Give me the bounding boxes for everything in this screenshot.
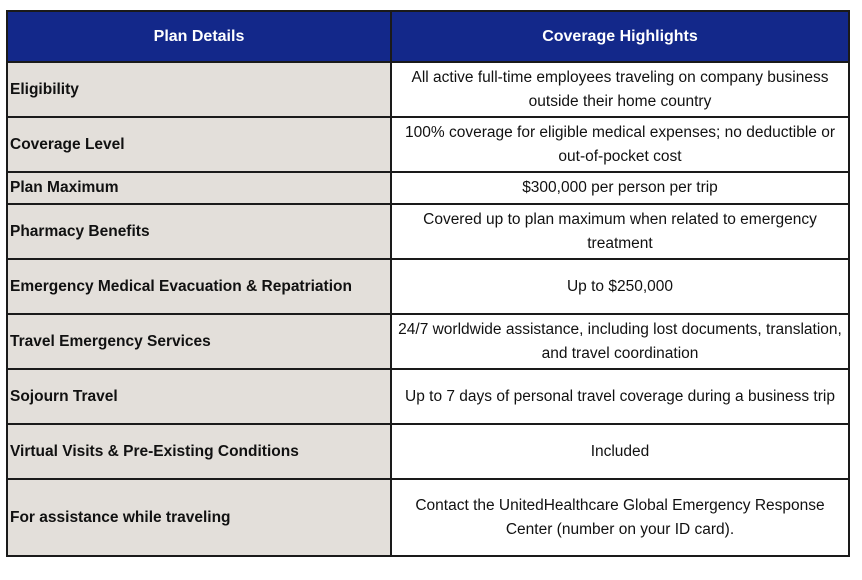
- row-label: Travel Emergency Services: [7, 314, 391, 369]
- row-value: Up to $250,000: [391, 259, 849, 314]
- row-label: Plan Maximum: [7, 172, 391, 204]
- table-row-sojourn-travel: [7, 369, 849, 424]
- row-value: Contact the UnitedHealthcare Global Emergency Response Center (number on your ID card).: [391, 479, 849, 556]
- row-value: Covered up to plan maximum when related to emergency treatment: [391, 204, 849, 259]
- table-header-row: [7, 11, 849, 62]
- row-value: 24/7 worldwide assistance, including lost documents, translation, and travel coordination: [391, 314, 849, 369]
- table-row-virtual-visits: [7, 424, 849, 479]
- table-row-plan-maximum: [7, 172, 849, 204]
- row-label: For assistance while traveling: [7, 479, 391, 556]
- table-row-coverage-level: [7, 117, 849, 172]
- row-value: $300,000 per person per trip: [391, 172, 849, 204]
- row-label: Sojourn Travel: [7, 369, 391, 424]
- row-label: Pharmacy Benefits: [7, 204, 391, 259]
- row-value: 100% coverage for eligible medical expenses; no deductible or out-of-pocket cost: [391, 117, 849, 172]
- table-row-emergency-evacuation: [7, 259, 849, 314]
- table-row-pharmacy-benefits: [7, 204, 849, 259]
- header-coverage-highlights: Coverage Highlights: [391, 11, 849, 62]
- table-row-eligibility: [7, 62, 849, 117]
- row-value: All active full-time employees traveling on company business outside their home country: [391, 62, 849, 117]
- row-value: Included: [391, 424, 849, 479]
- row-label: Eligibility: [7, 62, 391, 117]
- table-row-travel-emergency-services: [7, 314, 849, 369]
- table-row-assistance: [7, 479, 849, 556]
- coverage-table-container: [6, 10, 848, 557]
- row-label: Virtual Visits & Pre-Existing Conditions: [7, 424, 391, 479]
- coverage-table: [6, 10, 850, 557]
- row-label: Coverage Level: [7, 117, 391, 172]
- header-plan-details: Plan Details: [7, 11, 391, 62]
- row-label: Emergency Medical Evacuation & Repatriation: [7, 259, 391, 314]
- row-value: Up to 7 days of personal travel coverage during a business trip: [391, 369, 849, 424]
